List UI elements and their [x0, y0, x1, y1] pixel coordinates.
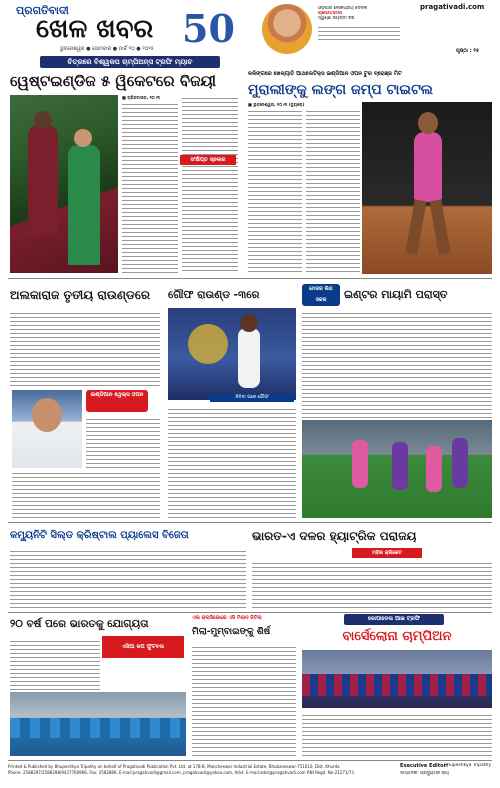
header-ad-text: ଓଡ଼ିଶାର ଲୋକପ୍ରିୟ ଦୈନିକ ପ୍ରଗତିବାଦୀ ସ୍ୱର୍ଣ୍ଣ ଜୟନ୍ତୀ ବର୍ଷ: [318, 6, 400, 42]
story9-kicker: ଏଲ କ୍ଲାସିକୋରେ ଏସି ମିଲାନ ଜିତିଲା: [192, 615, 262, 621]
story2-body: ■ ଭୁବନେଶ୍ୱର, ୧୦।୩ (ବ୍ୟୁରୋ): [248, 102, 360, 274]
story1-headline[interactable]: ୱେଷ୍ଟଇଣ୍ଡିଜ ୫ ୱିକେଟରେ ବିଜୟୀ: [10, 72, 217, 90]
section-title: ଖେଳ ଖବର: [36, 14, 154, 44]
story10-body: [302, 712, 492, 756]
story4-photo-gauff: [168, 308, 296, 400]
footer: Printed & Published by Bhupeshkya Tripathy on behalf of Pragativadi Publication Pvt. Ltd. at 178-B, Mancheswar Industrial Estate, Bhubaneswar-751010, Dist. Khurda Phone: 2588297/2588298/9437766966, Fax: 2582886, E-mail:pragativadi@gmail.com, pragativadi@yahoo.com, Advt. E-mail:advt@pragativadi.com RNI Regd. No-21271/73 Executive Editor: Bhupeshkya Tripathy ସମ୍ପାଦକ: ପ୍ରଦ୍ୟୁମ୍ନ ରାୟ: [8, 760, 492, 786]
masthead: [0, 0, 500, 58]
story3-headline[interactable]: ଅଲକାରାଜ ତୃତୀୟ ରାଉଣ୍ଡରେ: [10, 288, 150, 302]
story2-photo-jumper: [362, 102, 492, 274]
story5-headline[interactable]: ଇଣ୍ଟର ମାୟାମି ପରାସ୍ତ: [344, 288, 448, 301]
story9-headline[interactable]: ମିଲା-ମୁମ୍ବାଇଙ୍କୁ ଶିର୍ଷ: [192, 627, 271, 637]
story6-headline[interactable]: କମ୍ୟୁନିଟି ସିଲ୍ଡ କ୍ରିଷ୍ଟାଲ ପ୍ୟାଲେସ ବିଜେତା: [10, 530, 189, 541]
story3-tag: ଇଣ୍ଡିଆନ ୱେଲ୍ସ ଓପନ: [86, 390, 148, 412]
story3-photo-alcaraz: [12, 390, 82, 468]
story8-photo-team: [10, 692, 186, 756]
paper-name: ପ୍ରଗତିବାଦୀ: [16, 4, 69, 17]
anniversary-logo: 50: [182, 6, 235, 51]
story9-body: [192, 644, 296, 756]
story6-body: [10, 548, 246, 608]
story7-headline[interactable]: ଭାରତ-ଏ ଦଳର ହ୍ୟାଟ୍ରିକ ପରାଜୟ: [252, 529, 417, 543]
story5-photo-soccer: [302, 420, 492, 518]
website[interactable]: pragativadi.com: [420, 3, 485, 11]
story5-body: [302, 310, 492, 418]
story4-caption: ଜିତିବା ପରେ ଗୌଫ: [210, 394, 294, 402]
story1-body: ■ ବ୍ରିଜଟାଉନ, ୧୦।୩ ସଂକ୍ଷିପ୍ତ ସ୍କୋର: [122, 95, 238, 273]
story8-headline[interactable]: ୨୦ ବର୍ଷ ପରେ ଭାରତକୁ ଯୋଗ୍ୟତା: [10, 618, 149, 630]
story7-body: [252, 560, 492, 608]
story1-photo-cricketers: [10, 95, 118, 273]
dateline: ଭୁବନେଶ୍ୱର ● ସୋମବାର ● ମାର୍ଚ୍ଚ ୨୦ ● ୨୦୨୫: [60, 46, 154, 52]
story10-kicker: କୋପାଡେଲ ଆଇ ଟ୍ରଫି: [344, 614, 444, 625]
strip-banner: ଚିତ୍ରରେ ବିଶ୍ୱକପ ଚାମ୍ପିଅନ୍ସ ଟ୍ରଫି ମ୍ୟାଚ: [40, 56, 220, 68]
story10-photo-barcelona: [302, 650, 492, 708]
story2-headline[interactable]: ମୁରାଲୀଙ୍କୁ ଲଙ୍ଗ ଜମ୍ପ ଟାଇଟଲ: [248, 82, 433, 98]
chief-minister-portrait: [262, 4, 312, 54]
story2-kicker: କଳିଙ୍ଗରେ ଖେଳ୍ୟାତି ଆଥଲେଟିକ୍ସ ଇଣ୍ଡିଆନ ଓପନ ଟୁର ବ୍ରୋଞ୍ଜ ମିଟ: [248, 71, 402, 77]
page-number: ପୃଷ୍ଠା : ୧୫: [456, 48, 480, 54]
story4-headline[interactable]: ଗୌଫ ରାଉଣ୍ଡ -୩ରେ: [168, 289, 260, 301]
story10-headline[interactable]: ବାର୍ସେଲୋନା ଚାମ୍ପିଅନ: [342, 629, 452, 644]
story5-tag: ମେଜର ଲିଗ ସକର: [302, 284, 340, 306]
story3-body: [10, 310, 160, 386]
story8-body: [10, 638, 100, 690]
story8-box: ଏସିଆ କପ ଫୁଟବଲ: [102, 636, 184, 658]
story4-body: [168, 406, 296, 518]
scorecard-tag: ସଂକ୍ଷିପ୍ତ ସ୍କୋର: [180, 155, 236, 165]
story7-tag: ମହିଳା କ୍ରିକେଟ: [352, 548, 422, 558]
